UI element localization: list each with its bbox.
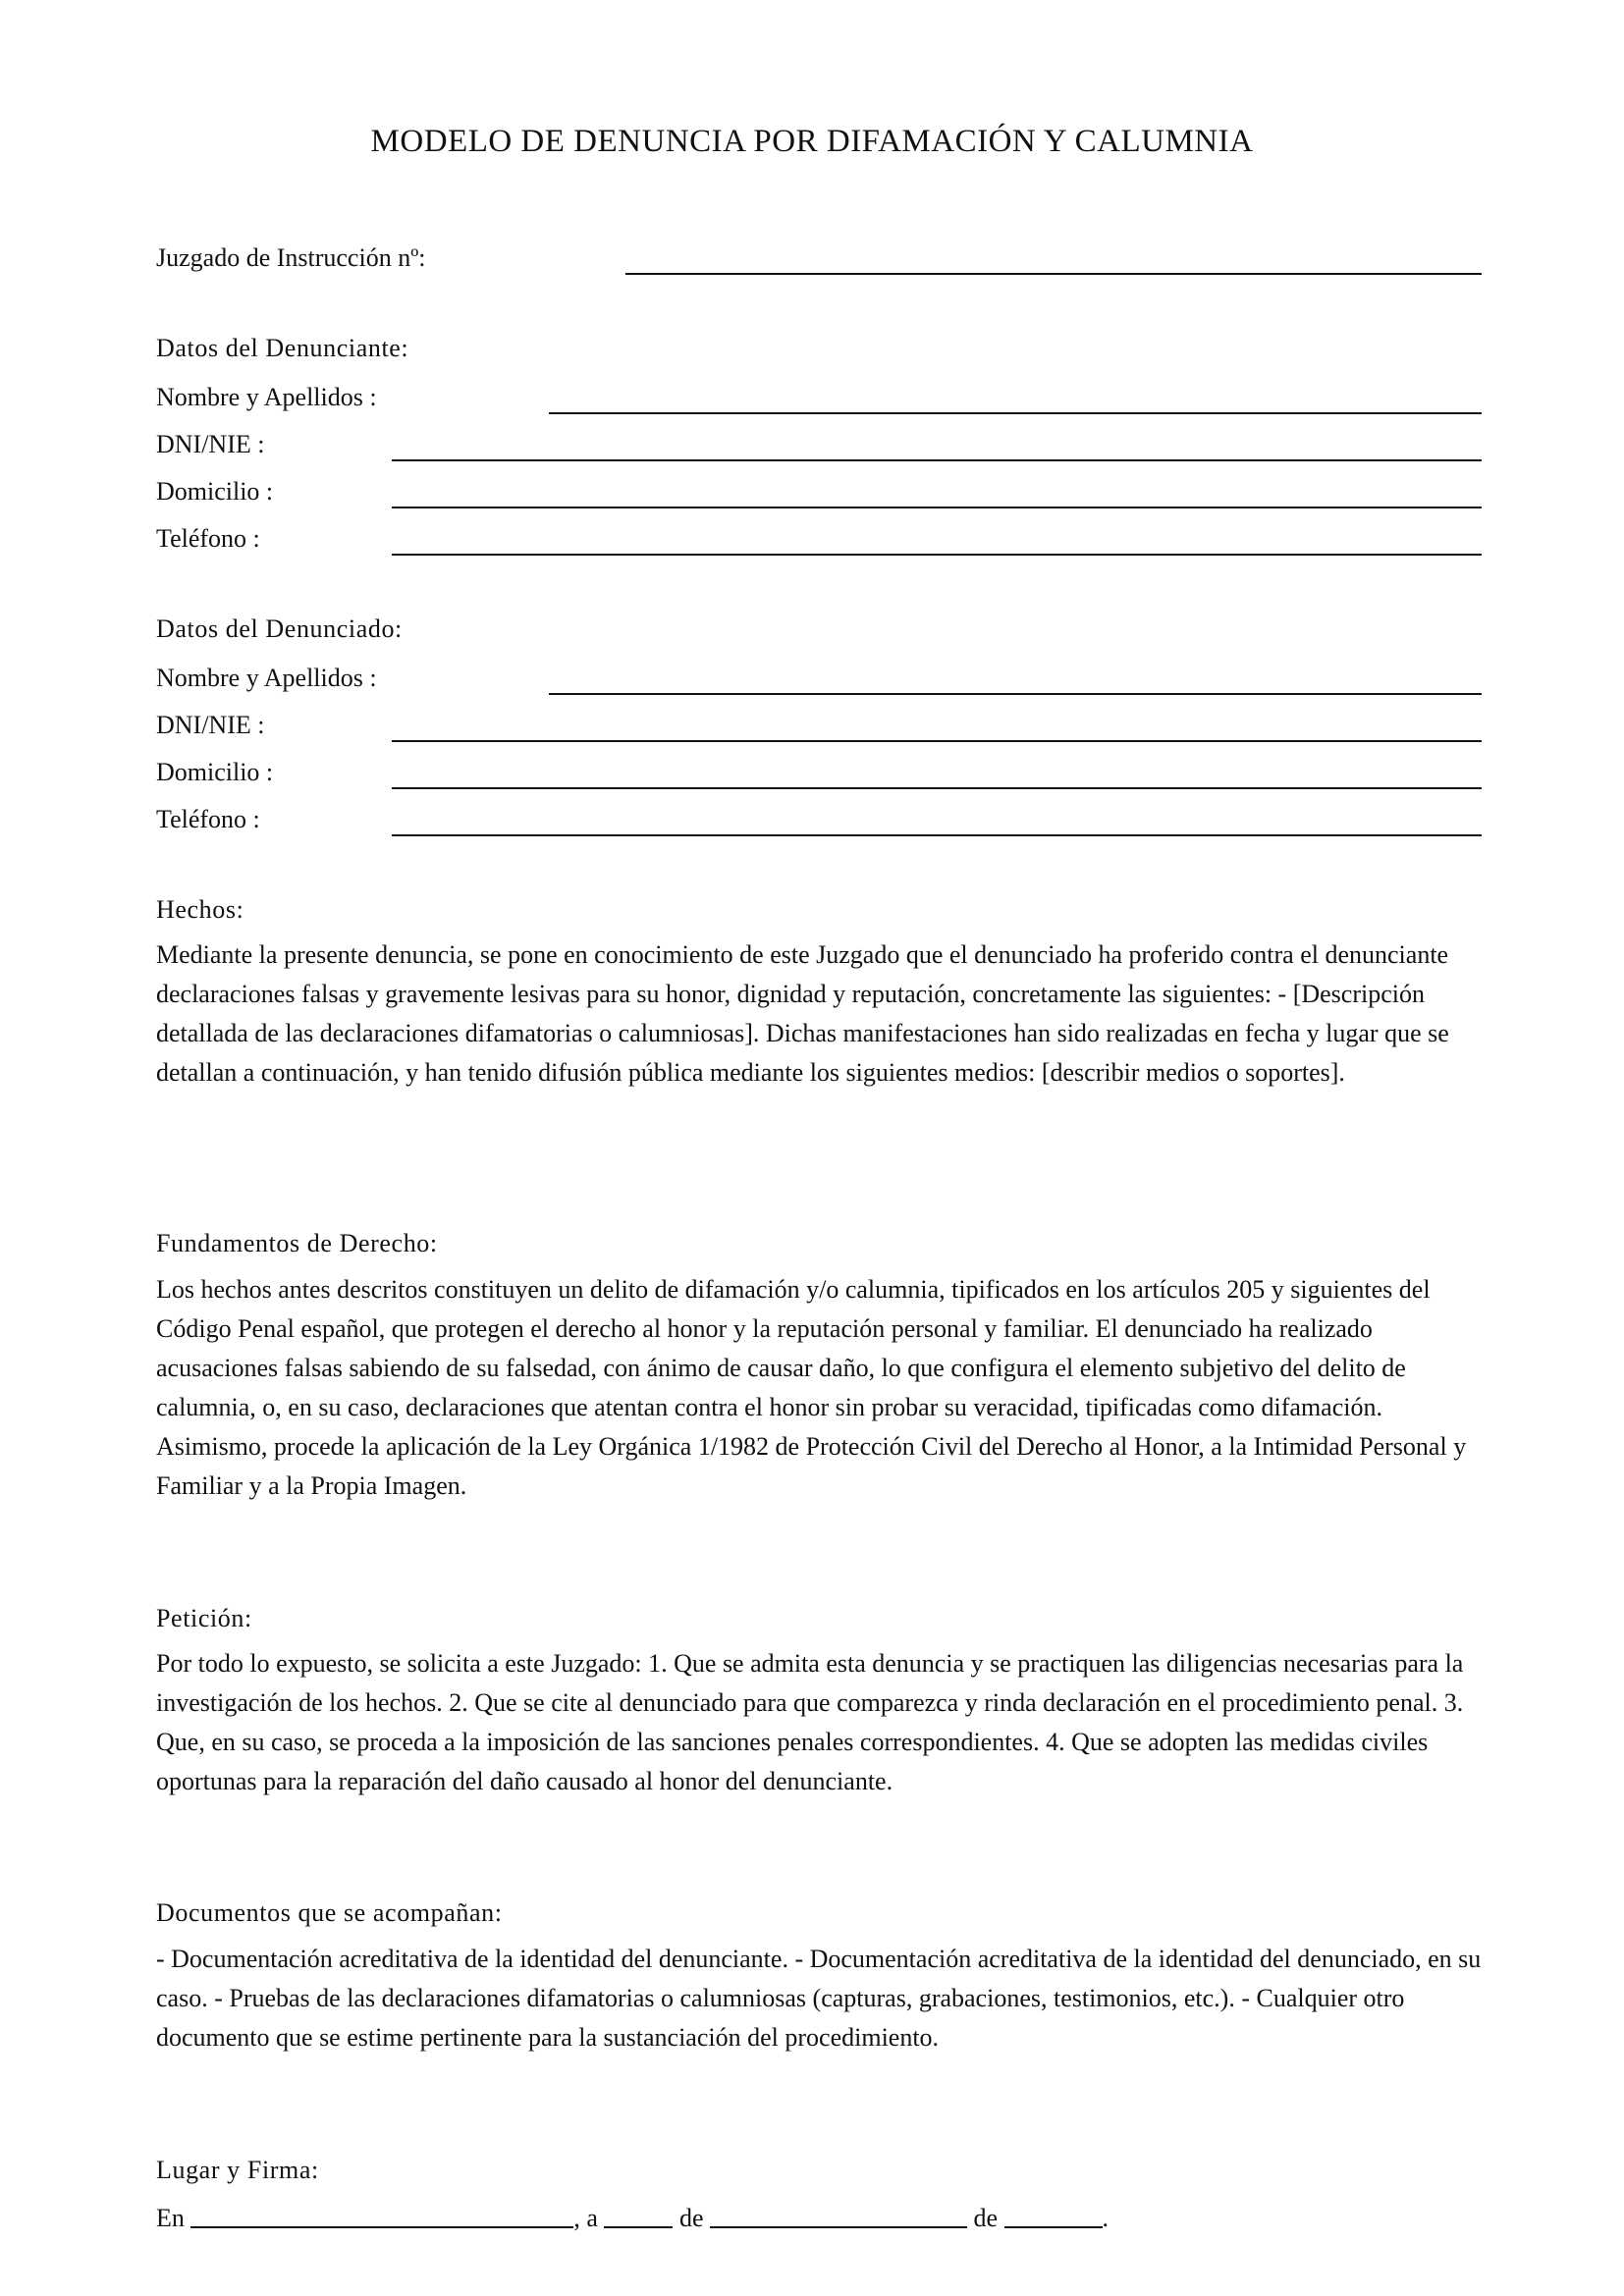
denunciado-dni-field[interactable]: [392, 740, 1482, 742]
peticion-text: Por todo lo expuesto, se solicita a este Juzgado: 1. Que se admita esta denuncia y se practiquen las diligencias necesarias para la investigación de los hechos. 2. Que se cite al denunciado para que comparezca y rinda declaración en el procedimiento penal. 3. Que, en su caso, se proceda a la imposición de las sanciones penales correspondientes. 4. Que se adopten las medidas civiles oportunas para la reparación del daño causado al honor del denunciante.: [156, 1649, 1464, 1795]
denunciado-telefono-label: Teléfono :: [156, 805, 260, 833]
hechos-text: Mediante la presente denuncia, se pone en conocimiento de este Juzgado que el denunciado ha proferido contra el denunciante declaraciones falsas y gravemente lesivas para su honor, dignidad y reputación, concretamente las siguientes: - [Descripción detallada de las declaraciones difamatorias o calumniosas]. Dichas manifestaciones han sido realizadas en fecha y lugar que se detallan a continuación, y han tenido difusión pública mediante los siguientes medios: [describir medios o soportes].: [156, 940, 1449, 1087]
denunciante-heading: Datos del Denunciante:: [156, 334, 409, 362]
denunciado-dni-row: [156, 703, 1482, 742]
hechos-heading: Hechos:: [156, 895, 244, 924]
denunciante-domicilio-field[interactable]: [392, 507, 1482, 508]
denunciante-dni-label: DNI/NIE :: [156, 430, 265, 458]
documentos-text: - Documentación acreditativa de la identidad del denunciante. - Documentación acreditativa de la identidad del denunciado, en su caso. - Pruebas de las declaraciones difamatorias o calumniosas (capturas, grabaciones, testimonios, etc.). - Cualquier otro documento que se estime pertinente para la sustanciación del procedimiento.: [156, 1945, 1482, 2052]
denunciante-nombre-label: Nombre y Apellidos :: [156, 383, 377, 411]
denunciante-telefono-field[interactable]: [392, 554, 1482, 556]
firma-end: .: [1102, 2204, 1110, 2232]
firma-de1-label: de: [678, 2204, 704, 2232]
denunciado-nombre-label: Nombre y Apellidos :: [156, 664, 377, 692]
fundamentos-heading: Fundamentos de Derecho:: [156, 1229, 438, 1257]
denunciante-domicilio-row: [156, 469, 1482, 508]
denunciante-dni-field[interactable]: [392, 459, 1482, 461]
firma-de2-label: de: [973, 2204, 999, 2232]
anio-field[interactable]: [1004, 2203, 1103, 2228]
denunciante-dni-row: [156, 422, 1482, 461]
firma-line: [156, 2203, 1109, 2233]
juzgado-field[interactable]: [625, 273, 1482, 275]
firma-a-label: , a: [573, 2204, 598, 2232]
firma-heading: Lugar y Firma:: [156, 2156, 319, 2184]
denunciado-heading: Datos del Denunciado:: [156, 614, 403, 643]
firma-en-label: En: [156, 2204, 185, 2232]
fundamentos-text: Los hechos antes descritos constituyen un delito de difamación y/o calumnia, tipificados en los artículos 205 y siguientes del Código Penal español, que protegen el derecho al honor y la reputación personal y familiar. El denunciado ha realizado acusaciones falsas sabiendo de su falsedad, con ánimo de causar daño, lo que configura el elemento subjetivo del delito de calumnia, o, en su caso, declaraciones que atentan contra el honor sin probar su veracidad, tipificadas como difamación. Asimismo, procede la aplicación de la Ley Orgánica 1/1982 de Protección Civil del Derecho al Honor, a la Intimidad Personal y Familiar y a la Propia Imagen.: [156, 1275, 1467, 1500]
peticion-heading: Petición:: [156, 1604, 252, 1632]
denunciado-telefono-row: [156, 797, 1482, 836]
mes-field[interactable]: [710, 2203, 967, 2228]
denunciado-domicilio-field[interactable]: [392, 787, 1482, 789]
denunciante-nombre-field[interactable]: [549, 412, 1482, 414]
juzgado-label: Juzgado de Instrucción nº:: [156, 243, 426, 272]
document-title: MODELO DE DENUNCIA POR DIFAMACIÓN Y CALUMNIA: [370, 124, 1254, 159]
denunciante-nombre-row: [156, 375, 1482, 414]
juzgado-row: [156, 236, 1482, 275]
denunciado-domicilio-row: [156, 750, 1482, 789]
denunciado-nombre-field[interactable]: [549, 693, 1482, 695]
denunciante-domicilio-label: Domicilio :: [156, 477, 274, 506]
documentos-heading: Documentos que se acompañan:: [156, 1898, 503, 1927]
denunciante-telefono-label: Teléfono :: [156, 524, 260, 553]
lugar-field[interactable]: [190, 2203, 573, 2228]
dia-field[interactable]: [604, 2203, 673, 2228]
denunciante-telefono-row: [156, 516, 1482, 556]
denunciado-domicilio-label: Domicilio :: [156, 758, 274, 786]
denunciado-dni-label: DNI/NIE :: [156, 711, 265, 739]
denunciado-nombre-row: [156, 656, 1482, 695]
denunciado-telefono-field[interactable]: [392, 834, 1482, 836]
